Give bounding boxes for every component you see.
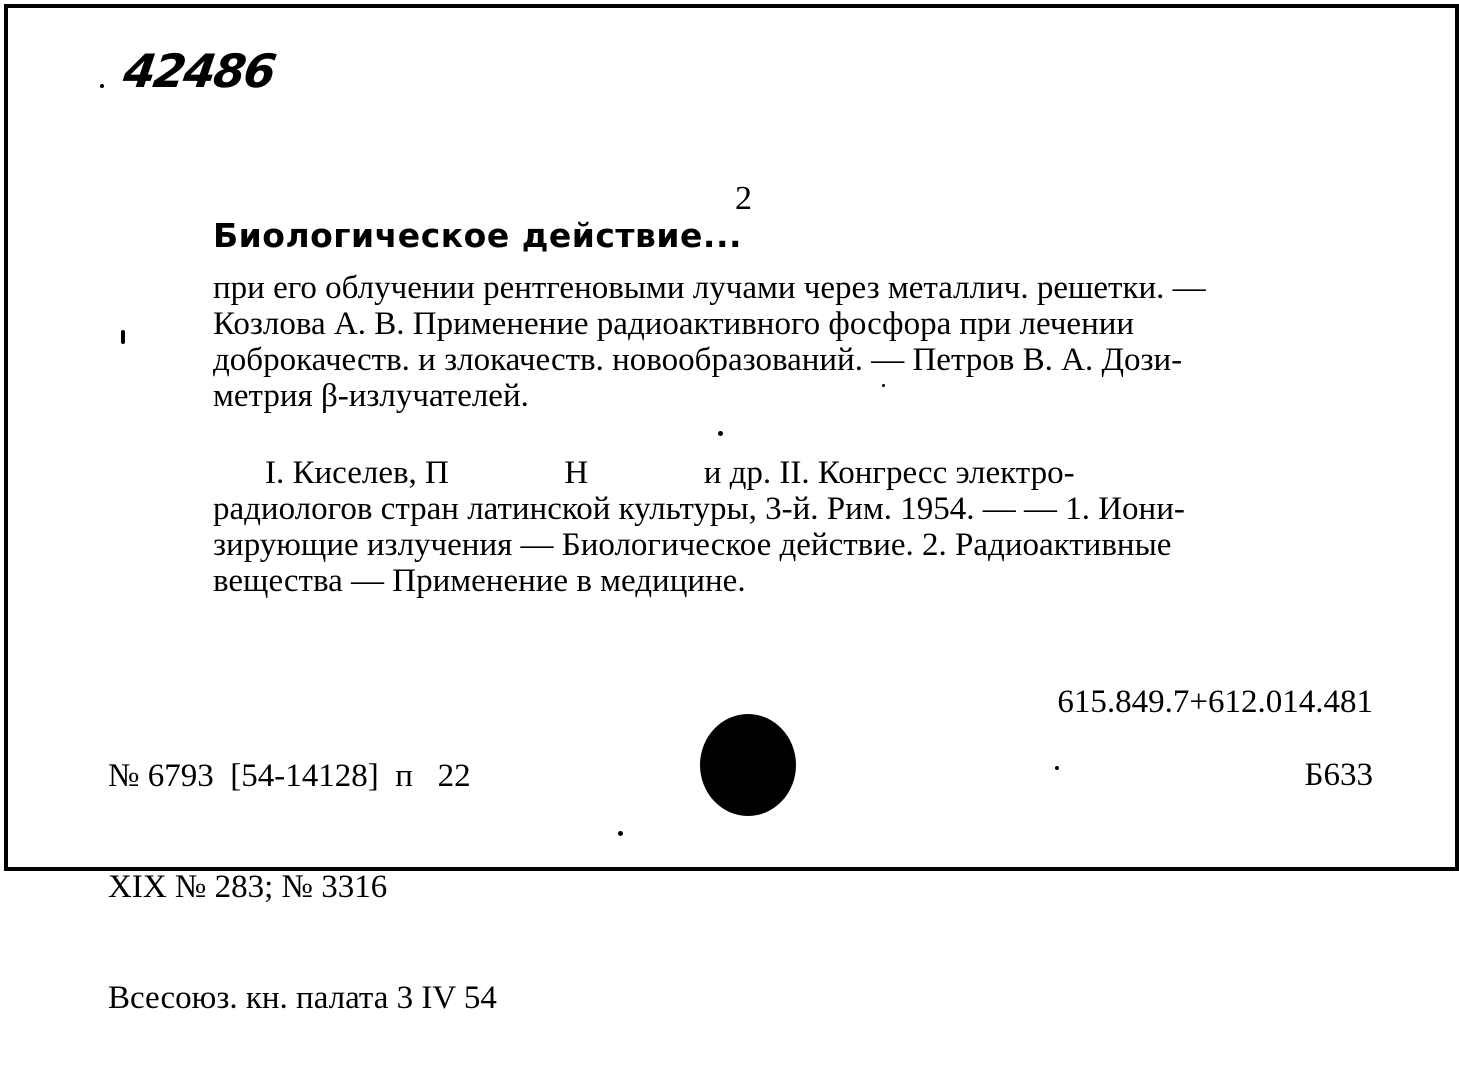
card-title: Биологическое действие...: [213, 216, 743, 255]
meta-line: Всесоюз. кн. палата 3 IV 54: [108, 980, 497, 1016]
abstract-line: доброкачеств. и злокачеств. новообразований. — Петров В. А. Дози-: [213, 342, 1183, 378]
ink-speck: [121, 330, 125, 344]
abstract-line: Козлова А. В. Применение радиоактивного фосфора при лечении: [213, 306, 1135, 342]
meta-line: XIX № 283; № 3316: [108, 869, 388, 905]
handwritten-card-number: 42486: [120, 44, 278, 98]
ink-speck: [618, 831, 623, 836]
meta-line: № 6793 [54-14128] п 22: [108, 758, 471, 794]
abstract-line: метрия β-излучателей.: [213, 378, 529, 414]
ink-speck: [718, 431, 723, 436]
subject-line: вещества — Применение в медицине.: [213, 563, 746, 599]
subject-headings-block: [213, 455, 1375, 599]
card-index-number: 2: [735, 180, 752, 217]
abstract-block: [213, 270, 1375, 414]
udc-code: 615.849.7+612.014.481: [1057, 684, 1373, 720]
ink-speck: [1055, 766, 1059, 770]
ink-speck: [100, 84, 104, 88]
bibliographic-meta: [108, 684, 497, 1091]
abstract-line: при его облучении рентгеновыми лучами через металлич. решетки. —: [213, 270, 1206, 306]
subject-line: I. Киселев, П Н и др. II. Конгресс электро-: [265, 455, 1075, 491]
punch-hole: [700, 714, 796, 816]
subject-line: радиологов стран латинской культуры, 3-й. Рим. 1954. — — 1. Иони-: [213, 491, 1185, 527]
classification-block: [1057, 684, 1373, 794]
ink-speck: [882, 384, 885, 387]
subject-line: зирующие излучения — Биологическое действие. 2. Радиоактивные: [213, 527, 1172, 563]
bbk-code: Б633: [1304, 757, 1373, 793]
catalog-card: [4, 4, 1459, 1016]
